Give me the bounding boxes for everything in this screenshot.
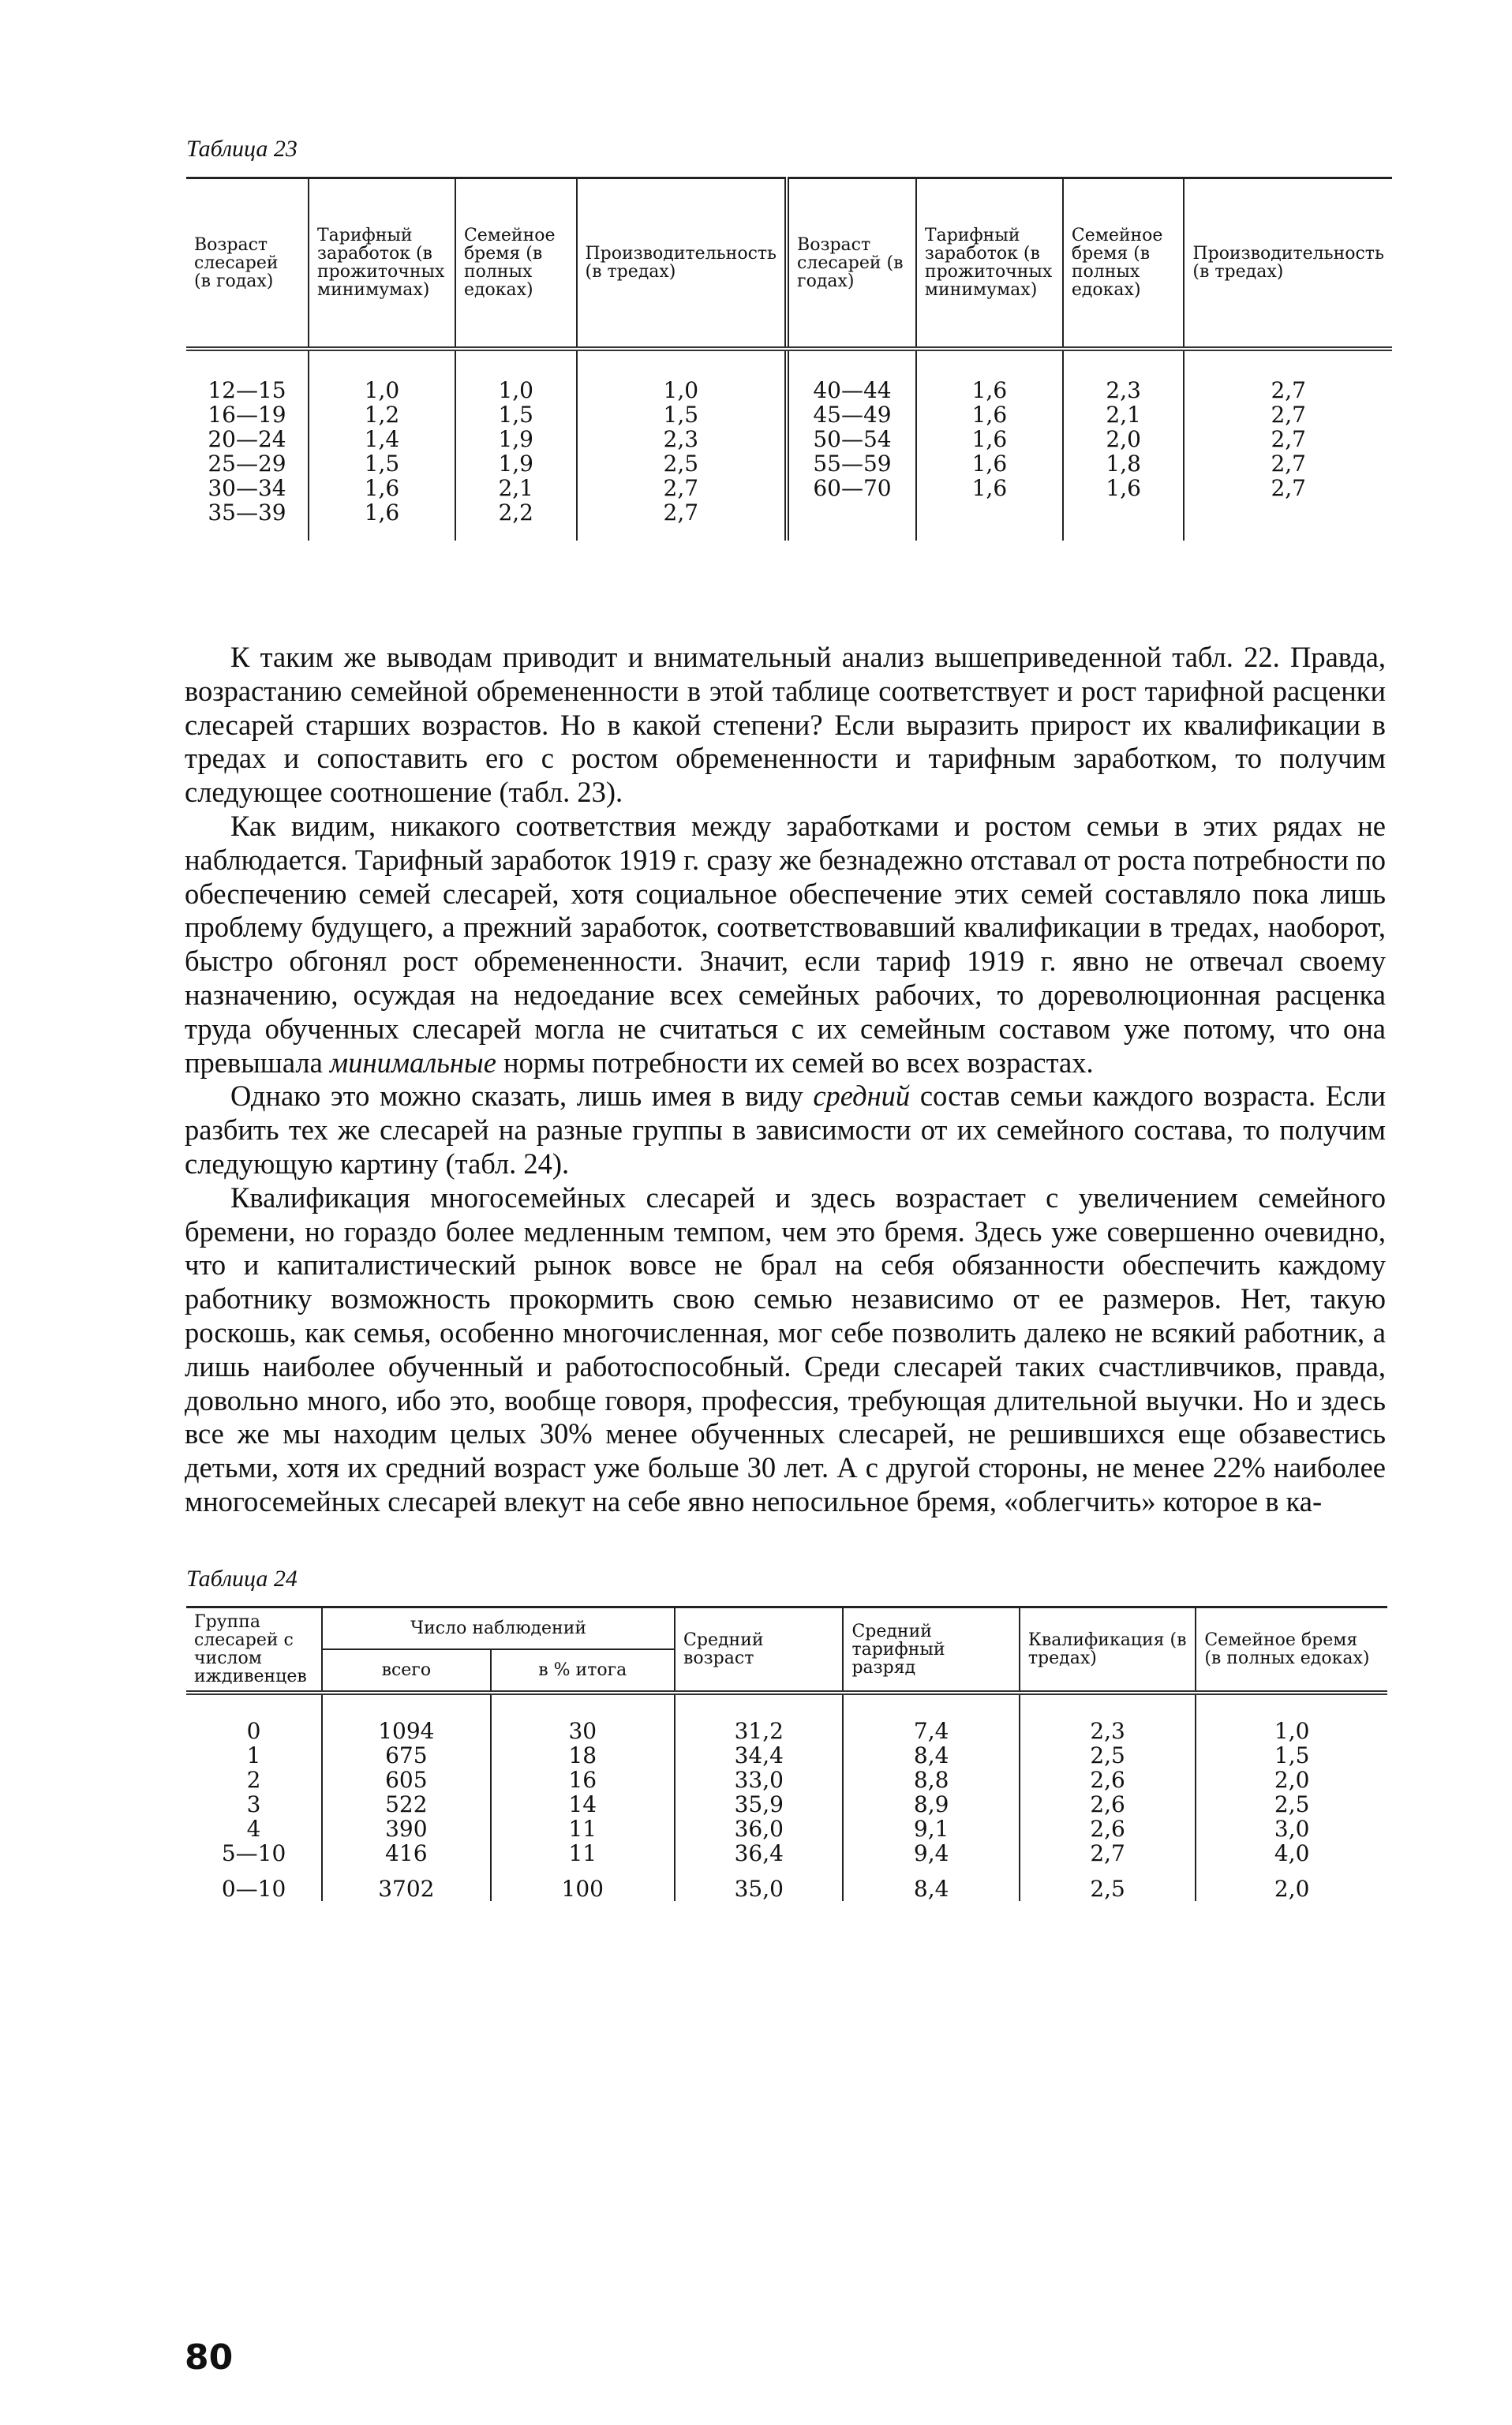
t24-cell: 522	[322, 1792, 490, 1817]
t24-cell: 2,3	[1020, 1693, 1196, 1743]
t24-cell: 7,4	[843, 1693, 1019, 1743]
t24-cell: 2,5	[1196, 1792, 1387, 1817]
t23-col-burden: 1,0 1,5 1,9 1,9 2,1 2,2	[455, 349, 577, 541]
t24-cell: 1094	[322, 1693, 490, 1743]
t24-cell: 8,4	[843, 1866, 1019, 1901]
t24-header-total: всего	[322, 1649, 490, 1693]
t24-header-avg-wage: Средний тарифный разряд	[843, 1607, 1019, 1693]
t24-cell: 14	[491, 1792, 676, 1817]
body-text	[185, 641, 1386, 1519]
paragraph-2-emphasis: минимальные	[329, 1046, 496, 1079]
t24-cell: 3702	[322, 1866, 490, 1901]
t24-cell: 2,0	[1196, 1768, 1387, 1792]
table-row	[186, 1693, 1387, 1743]
t24-cell: 11	[491, 1841, 676, 1866]
t24-cell: 2,7	[1020, 1841, 1196, 1866]
t24-cell: 3,0	[1196, 1817, 1387, 1841]
t24-cell: 5—10	[221, 1840, 286, 1866]
t24-cell: 390	[322, 1817, 490, 1841]
t23-header-age: Возраст слесарей (в годах)	[186, 178, 309, 350]
t24-header-qualification: Квалификация (в тредах)	[1020, 1607, 1196, 1693]
t24-cell: 675	[322, 1743, 490, 1768]
t23-header-burden-2: Семейное бремя (в полных едоках)	[1063, 178, 1185, 350]
t23-col-age: 12—15 16—19 20—24 25—29 30—34 35—39	[208, 377, 286, 526]
table-row	[186, 1792, 1387, 1817]
t24-cell: 33,0	[675, 1768, 843, 1792]
t24-cell: 2,6	[1020, 1768, 1196, 1792]
table-24	[186, 1606, 1387, 1901]
table-row	[186, 1817, 1387, 1841]
table-row-total	[186, 1866, 1387, 1901]
t24-cell: 2,6	[1020, 1792, 1196, 1817]
t24-cell: 416	[322, 1841, 490, 1866]
t24-header-burden: Семейное бремя (в полных едоках)	[1196, 1607, 1387, 1693]
t24-cell: 8,4	[843, 1743, 1019, 1768]
paragraph-2-part-1: Как видим, никакого соответствия между заработками и ростом семьи в этих рядах не наблюдается. Тарифный заработок 1919 г. сразу же безнадежно отставал от роста потребности по обеспечению семей слесарей, хотя социальное обеспечение этих семей составляло пока лишь проблему будущего, а прежний заработок, соответствовавший квалификации в тредах, наоборот, быстро обгонял рост обремененности. Значит, если тариф 1919 г. явно не отвечал своему назначению, осуждая на недоедание всех семейных рабочих, то дореволюционная расценка труда обученных слесарей могла не считаться с их семейным составом уже потому, что она превышала	[185, 809, 1386, 1079]
t24-cell: 2,6	[1020, 1817, 1196, 1841]
t24-cell: 8,8	[843, 1768, 1019, 1792]
table-23-caption: Таблица 23	[186, 136, 298, 162]
t24-cell: 30	[491, 1693, 676, 1743]
t24-cell: 16	[491, 1768, 676, 1792]
t24-cell: 4	[246, 1816, 261, 1842]
t24-cell: 3	[246, 1791, 261, 1817]
t24-header-percent: в % итога	[491, 1649, 676, 1693]
t24-cell: 18	[491, 1743, 676, 1768]
t23-col-burden-2: 2,3 2,1 2,0 1,8 1,6	[1063, 349, 1185, 541]
paragraph-3-part-1: Однако это можно сказать, лишь имея в виду	[230, 1080, 814, 1113]
paragraph-2	[185, 810, 1386, 1080]
t24-header-observations: Число наблюдений	[322, 1607, 675, 1649]
t23-col-productivity-2: 2,7 2,7 2,7 2,7 2,7	[1184, 349, 1392, 541]
t24-cell: 36,4	[675, 1841, 843, 1866]
t23-col-wage-2: 1,6 1,6 1,6 1,6 1,6	[916, 349, 1063, 541]
t24-cell: 0	[246, 1718, 261, 1744]
t23-header-productivity-2: Производительность (в тредах)	[1184, 178, 1392, 350]
paragraph-4: Квалификация многосемейных слесарей и здесь возрастает с увеличением семейного бремени, но гораздо более медленным темпом, чем это бремя. Здесь уже совершенно очевидно, что и капиталистический рынок вовсе не брал на себя обязанности обеспечить каждому работнику возможность прокормить свою семью независимо от ее размеров. Нет, такую роскошь, как семья, особенно многочисленная, мог себе позволить далеко не всякий работник, а лишь наиболее обученный и работоспособный. Среди слесарей таких счастливчиков, правда, довольно много, ибо это, вообще говоря, профессия, требующая длительной выучки. Но и здесь все же мы находим целых 30% менее обученных слесарей, не решившихся еще обзавестись детьми, хотя их средний возраст уже больше 30 лет. А с другой стороны, не менее 22% наиболее многосемейных слесарей влекут на себе явно непосильное бремя, «облегчить» которое в ка-	[185, 1181, 1386, 1517]
t24-cell: 100	[491, 1866, 676, 1901]
page-number: 80	[185, 2337, 234, 2378]
paragraph-3-emphasis: средний	[813, 1080, 911, 1113]
paragraph-3-part-2: состав семьи каждого возраста. Если разбить тех же слесарей на разные группы в зависимости от их семейного состава, то получим следующую картину (табл. 24).	[185, 1080, 1387, 1180]
t24-cell: 2	[246, 1767, 261, 1793]
table-24-caption: Таблица 24	[186, 1566, 298, 1592]
t24-cell: 4,0	[1196, 1841, 1387, 1866]
t24-cell: 2,5	[1020, 1866, 1196, 1901]
t24-cell: 35,9	[675, 1792, 843, 1817]
t24-cell: 9,1	[843, 1817, 1019, 1841]
t24-cell: 1,0	[1196, 1693, 1387, 1743]
t24-cell: 36,0	[675, 1817, 843, 1841]
table-row	[186, 1743, 1387, 1768]
t23-header-age-2: Возраст слесарей (в годах)	[787, 178, 916, 350]
t23-header-wage-2: Тарифный заработок (в прожиточных минимумах)	[916, 178, 1063, 350]
t24-cell: 8,9	[843, 1792, 1019, 1817]
t24-cell: 34,4	[675, 1743, 843, 1768]
t24-cell: 1	[246, 1742, 261, 1768]
t24-cell: 0—10	[221, 1876, 286, 1902]
t24-cell: 605	[322, 1768, 490, 1792]
paragraph-3	[185, 1080, 1386, 1181]
t24-cell: 31,2	[675, 1693, 843, 1743]
t23-header-wage: Тарифный заработок (в прожиточных минимумах)	[309, 178, 455, 350]
paragraph-2-part-2: нормы потребности их семей во всех возрастах.	[496, 1046, 1094, 1079]
t23-header-burden: Семейное бремя (в полных едоках)	[455, 178, 577, 350]
table-row	[186, 1841, 1387, 1866]
t24-header-group: Группа слесарей с числом иждивенцев	[186, 1607, 322, 1693]
t24-cell: 35,0	[675, 1866, 843, 1901]
t23-col-productivity: 1,0 1,5 2,3 2,5 2,7 2,7	[577, 349, 788, 541]
t23-header-productivity: Производительность (в тредах)	[577, 178, 788, 350]
t23-col-wage: 1,0 1,2 1,4 1,5 1,6 1,6	[309, 349, 455, 541]
t24-cell: 9,4	[843, 1841, 1019, 1866]
t24-cell: 1,5	[1196, 1743, 1387, 1768]
t23-col-age-2: 40—44 45—49 50—54 55—59 60—70	[787, 349, 916, 541]
table-row	[186, 1768, 1387, 1792]
t24-cell: 2,0	[1196, 1866, 1387, 1901]
t24-cell: 2,5	[1020, 1743, 1196, 1768]
t24-cell: 11	[491, 1817, 676, 1841]
t24-header-avg-age: Средний возраст	[675, 1607, 843, 1693]
table-23	[186, 177, 1392, 541]
paragraph-1: К таким же выводам приводит и внимательный анализ вышеприведенной табл. 22. Правда, возрастанию семейной обремененности в этой таблице соответствует и рост тарифной расценки слесарей старших возрастов. Но в какой степени? Если выразить прирост их квалификации в тредах и сопоставить его с ростом обремененности и тарифным заработком, то получим следующее соотношение (табл. 23).	[185, 641, 1386, 809]
